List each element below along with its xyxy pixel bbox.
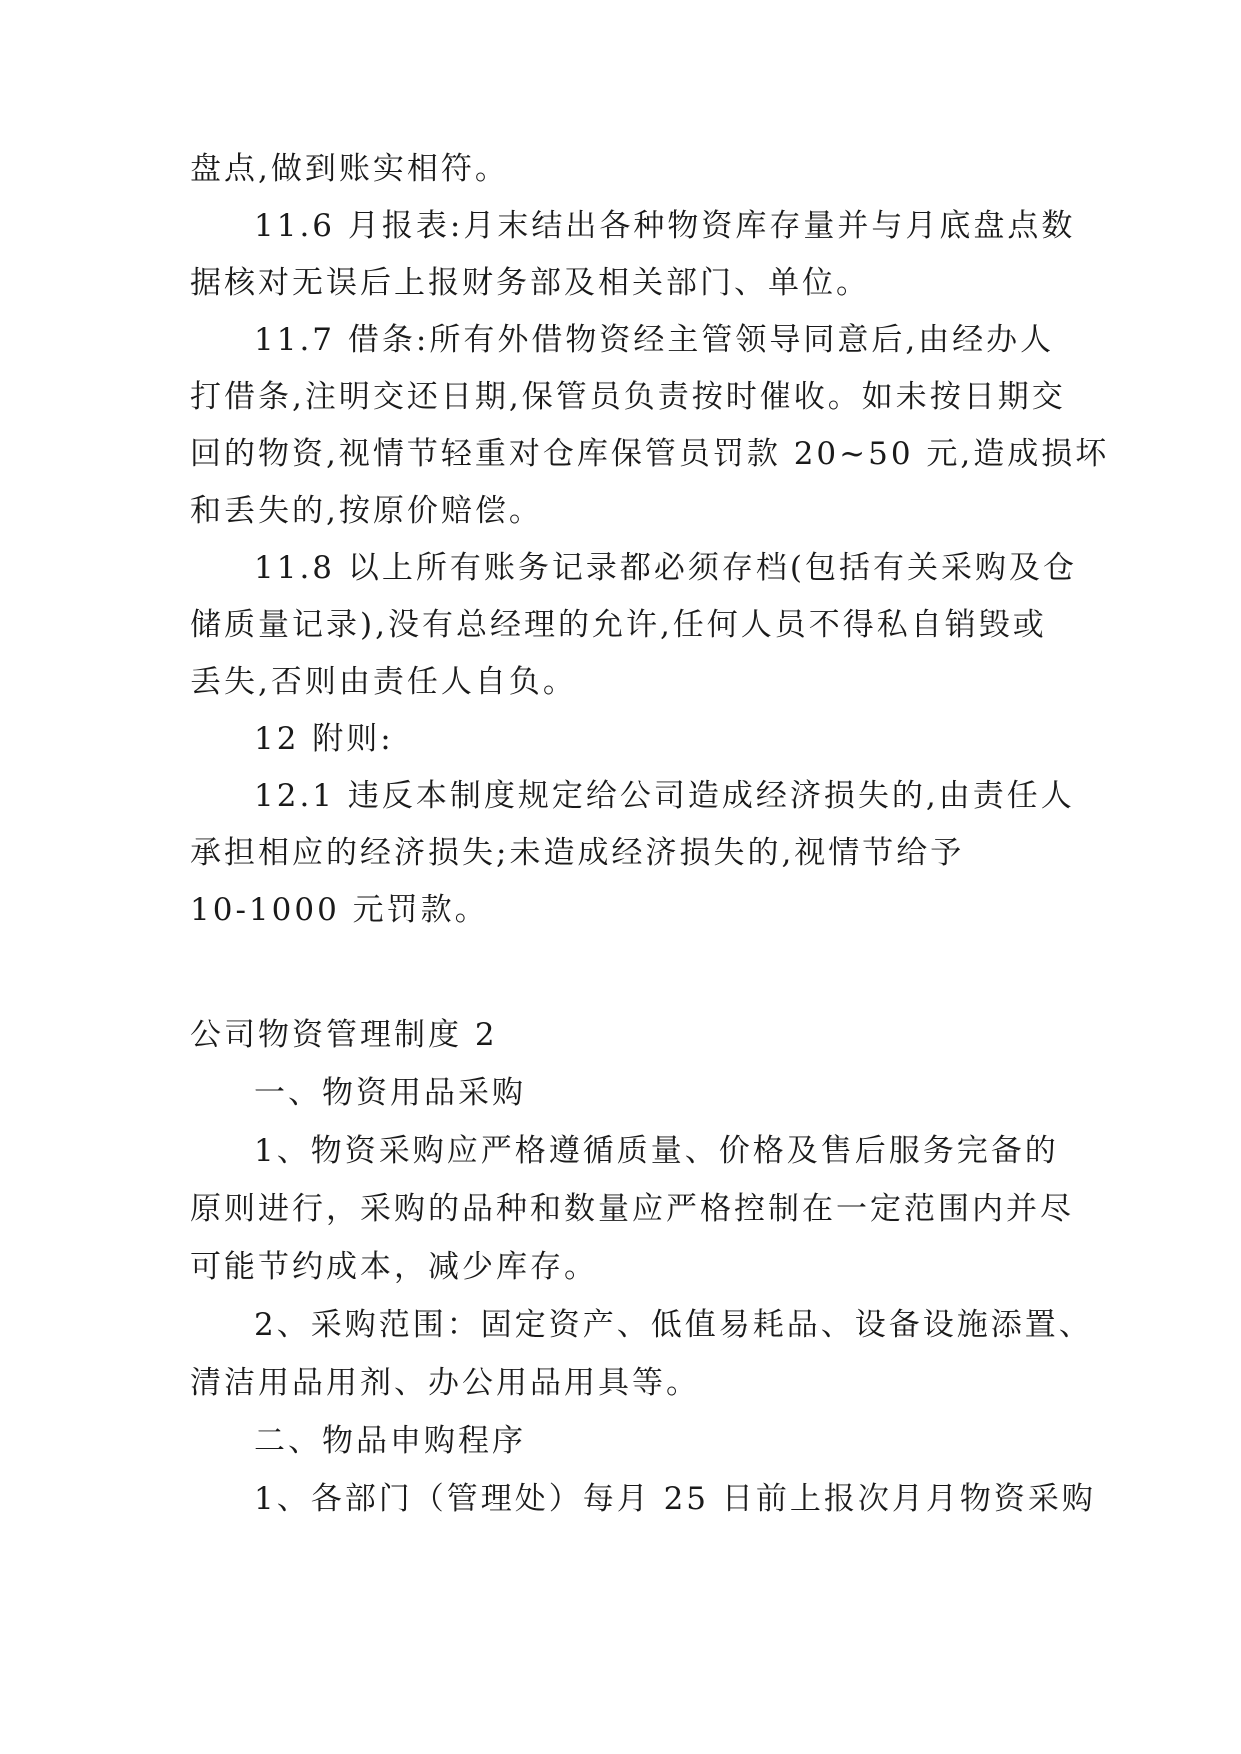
text-line: 11.7 借条:所有外借物资经主管领导同意后,由经办人 bbox=[254, 322, 1055, 358]
text-line: 打借条,注明交还日期,保管员负责按时催收。如未按日期交 bbox=[190, 379, 1066, 415]
text-line: 12.1 违反本制度规定给公司造成经济损失的,由责任人 bbox=[254, 778, 1075, 814]
section-heading: 二、物品申购程序 bbox=[254, 1423, 526, 1459]
text-line: 承担相应的经济损失;未造成经济损失的,视情节给予 bbox=[190, 835, 965, 871]
text-line: 1、物资采购应严格遵循质量、价格及售后服务完备的 bbox=[254, 1133, 1059, 1169]
section-heading: 一、物资用品采购 bbox=[254, 1075, 526, 1111]
section-heading: 12 附则: bbox=[254, 721, 394, 757]
text-line: 据核对无误后上报财务部及相关部门、单位。 bbox=[190, 265, 870, 301]
text-line: 1、各部门（管理处）每月 25 日前上报次月月物资采购 bbox=[254, 1481, 1096, 1517]
text-line: 回的物资,视情节轻重对仓库保管员罚款 20~50 元,造成损坏 bbox=[190, 436, 1110, 472]
text-line: 盘点,做到账实相符。 bbox=[190, 151, 509, 187]
text-line: 11.8 以上所有账务记录都必须存档(包括有关采购及仓 bbox=[254, 550, 1077, 586]
text-line: 丢失,否则由责任人自负。 bbox=[190, 664, 577, 700]
text-line: 清洁用品用剂、办公用品用具等。 bbox=[190, 1365, 700, 1401]
text-line: 11.6 月报表:月末结出各种物资库存量并与月底盘点数 bbox=[254, 208, 1076, 244]
text-line: 储质量记录),没有总经理的允许,任何人员不得私自销毁或 bbox=[190, 607, 1047, 643]
text-line: 原则进行，采购的品种和数量应严格控制在一定范围内并尽 bbox=[190, 1191, 1074, 1227]
text-line: 和丢失的,按原价赔偿。 bbox=[190, 493, 543, 529]
text-line: 可能节约成本，减少库存。 bbox=[190, 1249, 598, 1285]
text-line: 2、采购范围：固定资产、低值易耗品、设备设施添置、 bbox=[254, 1307, 1093, 1343]
text-line: 10-1000 元罚款。 bbox=[190, 892, 489, 928]
document-title: 公司物资管理制度 2 bbox=[190, 1017, 498, 1053]
